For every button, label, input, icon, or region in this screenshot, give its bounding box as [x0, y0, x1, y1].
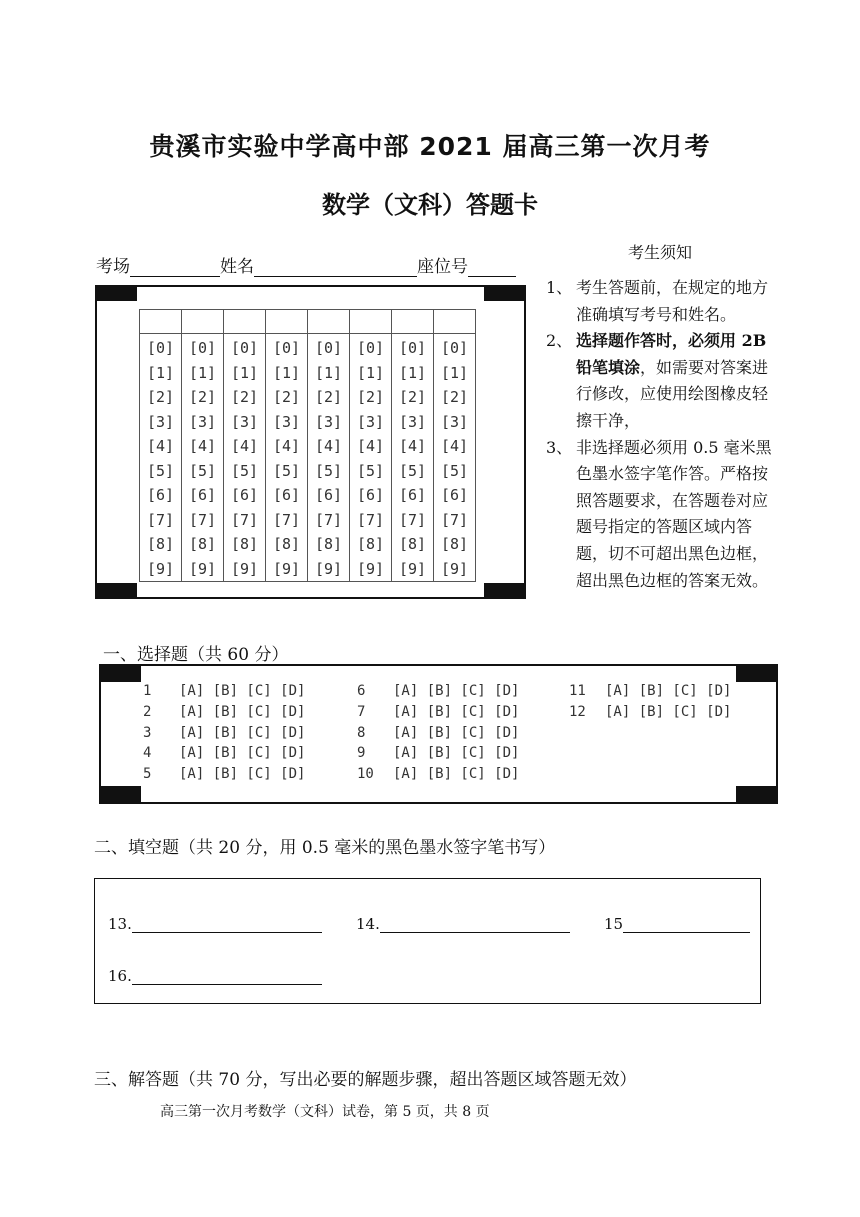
notice-item-text: 非选择题必须用 0.5 毫米黑色墨水签字笔作答。严格按照答题要求，在答题卷对应题号指定的答题区域内答题，切不可超出黑色边框，超出黑色边框的答案无效。 [576, 437, 772, 590]
digit-bubble[interactable]: [6] [356, 486, 385, 504]
seat-label: 座位号 [417, 257, 468, 277]
section-three-heading: 三、解答题（共 70 分，写出必要的解题步骤，超出答题区域答题无效） [94, 1070, 637, 1090]
digit-bubble[interactable]: [0] [272, 339, 301, 357]
digit-bubble[interactable]: [3] [188, 412, 217, 431]
mc-question-row [569, 704, 731, 720]
exam-number-write-cell[interactable] [350, 310, 392, 334]
exam-number-box [95, 285, 526, 599]
digit-bubble[interactable]: [9] [440, 559, 469, 578]
exam-number-column [434, 334, 476, 582]
digit-bubble[interactable]: [2] [398, 388, 427, 406]
digit-bubble[interactable]: [8] [188, 535, 217, 553]
digit-bubble[interactable]: [9] [230, 559, 259, 578]
exam-number-column [266, 334, 308, 582]
notice-item-bold: 选择题作答时，必须用 2B 铅笔填涂 [576, 331, 767, 377]
mc-answer-options[interactable]: [A] [B] [C] [D] [179, 724, 306, 741]
registration-mark [484, 287, 524, 301]
mc-answer-options[interactable]: [A] [B] [C] [D] [179, 683, 306, 699]
notice-item [546, 435, 778, 595]
digit-bubble[interactable]: [0] [230, 339, 259, 357]
mc-question-row [357, 725, 519, 741]
digit-bubble[interactable]: [1] [230, 363, 259, 382]
digit-bubble[interactable]: [3] [314, 412, 343, 431]
notice-list [546, 275, 778, 594]
notice-item-text: 考生答题前，在规定的地方准确填写考号和姓名。 [576, 278, 769, 324]
mc-answer-options[interactable]: [A] [B] [C] [D] [393, 766, 520, 783]
exam-number-write-cell[interactable] [182, 310, 224, 334]
digit-bubble[interactable]: [3] [398, 412, 427, 431]
notice-item-text [576, 328, 778, 434]
digit-bubble[interactable]: [4] [146, 437, 175, 455]
digit-bubble[interactable]: [5] [440, 461, 469, 480]
mc-question-row [143, 745, 305, 761]
digit-bubble[interactable]: [6] [398, 486, 427, 504]
digit-bubble[interactable]: [5] [146, 461, 175, 480]
digit-bubble[interactable]: [8] [146, 535, 175, 553]
candidate-info-row [96, 252, 516, 277]
digit-bubble[interactable]: [3] [230, 412, 259, 431]
digit-bubble[interactable]: [1] [356, 363, 385, 382]
exam-number-column [140, 334, 182, 582]
registration-mark [484, 583, 524, 597]
blank-number: 14. [356, 915, 380, 933]
registration-mark [736, 666, 776, 682]
mc-question-row [357, 766, 519, 782]
mc-answer-options[interactable]: [A] [B] [C] [D] [179, 766, 306, 783]
mc-question-number: 3 [143, 724, 152, 741]
mc-answer-options[interactable]: [A] [B] [C] [D] [179, 703, 306, 720]
digit-bubble[interactable]: [1] [272, 363, 301, 382]
notice-title: 考生须知 [628, 243, 693, 262]
digit-bubble[interactable]: [7] [440, 510, 469, 529]
exam-number-column [182, 334, 224, 582]
digit-bubble[interactable]: [4] [440, 437, 469, 455]
registration-mark [736, 786, 776, 802]
digit-bubble[interactable]: [6] [440, 486, 469, 504]
digit-bubble[interactable]: [4] [314, 437, 343, 455]
exam-number-write-cell[interactable] [308, 310, 350, 334]
digit-bubble[interactable]: [7] [230, 510, 259, 529]
seat-field[interactable] [468, 258, 516, 277]
blank-15[interactable] [604, 915, 750, 933]
exam-number-column [308, 334, 350, 582]
registration-mark [97, 287, 137, 301]
mc-question-row [143, 725, 305, 741]
digit-bubble[interactable]: [5] [398, 461, 427, 480]
digit-bubble[interactable]: [2] [230, 388, 259, 406]
digit-bubble[interactable]: [1] [146, 363, 175, 382]
digit-bubble[interactable]: [7] [272, 510, 301, 529]
mc-question-row [143, 683, 305, 699]
exam-number-column [392, 334, 434, 582]
blank-13[interactable] [108, 915, 322, 933]
mc-question-row [569, 683, 731, 699]
mc-question-number: 2 [143, 703, 152, 720]
digit-bubble[interactable]: [8] [356, 535, 385, 553]
mc-question-row [143, 704, 305, 720]
digit-bubble[interactable]: [7] [398, 510, 427, 529]
mc-question-number: 5 [143, 766, 152, 783]
digit-bubble[interactable]: [8] [314, 535, 343, 553]
mc-question-row [357, 683, 519, 699]
digit-bubble[interactable]: [1] [314, 363, 343, 382]
digit-bubble[interactable]: [9] [272, 559, 301, 578]
digit-bubble[interactable]: [1] [398, 363, 427, 382]
digit-bubble[interactable]: [1] [440, 363, 469, 382]
notice-item-number: 1、 [546, 278, 573, 297]
mc-question-number: 6 [357, 683, 366, 699]
digit-bubble[interactable]: [3] [440, 412, 469, 431]
notice-item [546, 328, 778, 434]
exam-number-write-cell[interactable] [224, 310, 266, 334]
notice-item-number: 2、 [546, 331, 573, 351]
digit-bubble[interactable]: [1] [188, 363, 217, 382]
mc-answer-options[interactable]: [A] [B] [C] [D] [605, 683, 732, 699]
digit-bubble[interactable]: [5] [230, 461, 259, 480]
answer-line[interactable] [623, 916, 750, 933]
digit-bubble[interactable]: [8] [230, 535, 259, 553]
digit-bubble[interactable]: [4] [398, 437, 427, 455]
fill-in-box [94, 878, 761, 1004]
digit-bubble[interactable]: [3] [146, 412, 175, 431]
digit-bubble[interactable]: [3] [356, 412, 385, 431]
exam-number-write-cell[interactable] [266, 310, 308, 334]
digit-bubble[interactable]: [8] [272, 535, 301, 553]
digit-bubble[interactable]: [2] [272, 388, 301, 406]
registration-mark [101, 666, 141, 682]
answer-line[interactable] [380, 916, 570, 933]
digit-bubble[interactable]: [7] [188, 510, 217, 529]
registration-mark [97, 583, 137, 597]
digit-bubble[interactable]: [2] [440, 388, 469, 406]
digit-bubble[interactable]: [0] [440, 339, 469, 357]
mc-question-row [357, 745, 519, 761]
digit-bubble[interactable]: [6] [314, 486, 343, 504]
notice-item [546, 275, 778, 328]
digit-bubble[interactable]: [2] [356, 388, 385, 406]
digit-bubble[interactable]: [9] [146, 559, 175, 578]
mc-question-number: 12 [569, 703, 586, 720]
multiple-choice-box [99, 664, 778, 804]
digit-bubble[interactable]: [9] [314, 559, 343, 578]
blank-number: 16. [108, 967, 132, 985]
exam-number-column [224, 334, 266, 582]
card-subtitle: 数学（文科）答题卡 [322, 191, 538, 219]
digit-bubble[interactable]: [8] [440, 535, 469, 553]
digit-bubble[interactable]: [6] [146, 486, 175, 504]
mc-answer-options[interactable]: [A] [B] [C] [D] [605, 703, 732, 720]
digit-bubble[interactable]: [6] [272, 486, 301, 504]
mc-question-number: 8 [357, 724, 366, 741]
digit-bubble[interactable]: [0] [314, 339, 343, 357]
blank-number: 13. [108, 915, 132, 933]
digit-bubble[interactable]: [0] [356, 339, 385, 357]
mc-answer-options[interactable]: [A] [B] [C] [D] [179, 745, 306, 762]
digit-bubble[interactable]: [2] [146, 388, 175, 406]
digit-bubble[interactable]: [7] [314, 510, 343, 529]
mc-question-number: 1 [143, 683, 152, 699]
digit-bubble[interactable]: [2] [314, 388, 343, 406]
answer-line[interactable] [132, 916, 322, 933]
mc-answer-options[interactable]: [A] [B] [C] [D] [393, 745, 520, 762]
exam-number-grid [139, 309, 476, 582]
blank-number: 15 [604, 915, 624, 933]
section-two-heading: 二、填空题（共 20 分，用 0.5 毫米的黑色墨水签字笔书写） [94, 838, 556, 858]
exam-room-field[interactable] [130, 258, 220, 277]
mc-question-number: 7 [357, 703, 366, 720]
exam-number-write-cell[interactable] [140, 310, 182, 334]
mc-question-number: 11 [569, 683, 586, 699]
digit-bubble[interactable]: [9] [188, 559, 217, 578]
digit-bubble[interactable]: [4] [188, 437, 217, 455]
digit-bubble[interactable]: [3] [272, 412, 301, 431]
digit-bubble[interactable]: [0] [398, 339, 427, 357]
mc-question-row [357, 704, 519, 720]
mc-question-number: 9 [357, 745, 366, 762]
mc-answer-options[interactable]: [A] [B] [C] [D] [393, 724, 520, 741]
exam-number-column [350, 334, 392, 582]
mc-question-number: 10 [357, 766, 374, 783]
digit-bubble[interactable]: [5] [314, 461, 343, 480]
digit-bubble[interactable]: [0] [146, 339, 175, 357]
digit-bubble[interactable]: [5] [272, 461, 301, 480]
name-field[interactable] [254, 258, 417, 277]
digit-bubble[interactable]: [4] [230, 437, 259, 455]
digit-bubble[interactable]: [7] [146, 510, 175, 529]
digit-bubble[interactable]: [8] [398, 535, 427, 553]
digit-bubble[interactable]: [7] [356, 510, 385, 529]
mc-question-number: 4 [143, 745, 152, 762]
digit-bubble[interactable]: [4] [356, 437, 385, 455]
digit-bubble[interactable]: [5] [188, 461, 217, 480]
mc-answer-options[interactable]: [A] [B] [C] [D] [393, 683, 520, 699]
digit-bubble[interactable]: [6] [188, 486, 217, 504]
exam-number-write-cell[interactable] [392, 310, 434, 334]
name-label: 姓名 [220, 257, 254, 277]
blank-16[interactable] [108, 967, 322, 985]
digit-bubble[interactable]: [2] [188, 388, 217, 406]
section-one-heading: 一、选择题（共 60 分） [103, 645, 289, 665]
mc-question-row [143, 766, 305, 782]
notice-item-number: 3、 [546, 437, 573, 457]
digit-bubble[interactable]: [4] [272, 437, 301, 455]
digit-bubble[interactable]: [6] [230, 486, 259, 504]
digit-bubble[interactable]: [9] [356, 559, 385, 578]
digit-bubble[interactable]: [5] [356, 461, 385, 480]
card-title: 贵溪市实验中学高中部 2021 届高三第一次月考 [149, 132, 711, 161]
page-footer: 高三第一次月考数学（文科）试卷，第 5 页，共 8 页 [160, 1104, 490, 1120]
digit-bubble[interactable]: [0] [188, 339, 217, 357]
blank-14[interactable] [356, 915, 570, 933]
exam-room-label: 考场 [96, 257, 130, 277]
exam-number-write-cell[interactable] [434, 310, 476, 334]
answer-line[interactable] [132, 968, 322, 985]
notice-item-rest: ，如需要对答案进行修改，应使用绘图橡皮轻擦干净， [576, 357, 769, 430]
registration-mark [101, 786, 141, 802]
mc-answer-options[interactable]: [A] [B] [C] [D] [393, 703, 520, 720]
digit-bubble[interactable]: [9] [398, 559, 427, 578]
